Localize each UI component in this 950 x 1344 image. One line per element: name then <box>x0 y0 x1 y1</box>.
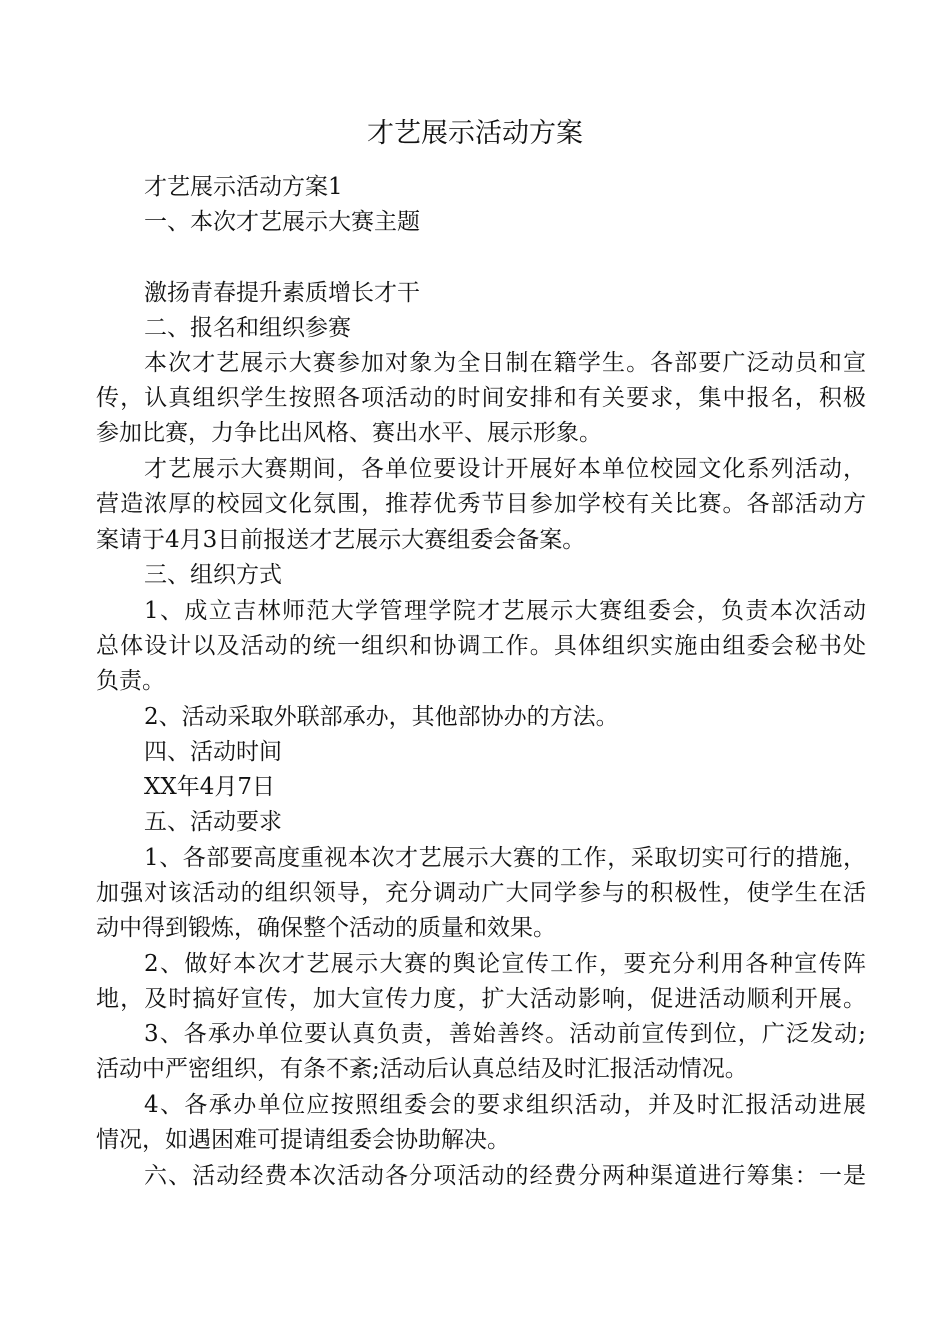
paragraph-line: 加强对该活动的组织领导，充分调动广大同学参与的积极性，使学生在活 <box>96 880 866 906</box>
paragraph-line: 负责。 <box>96 668 165 694</box>
paragraph-line: 2、活动采取外联部承办，其他部协办的方法。 <box>144 704 619 730</box>
document-title: 才艺展示活动方案 <box>367 118 583 149</box>
paragraph-line: 4、各承办单位应按照组委会的要求组织活动，并及时汇报活动进展 <box>144 1092 866 1118</box>
section-heading-3: 三、组织方式 <box>144 562 282 588</box>
paragraph-line: 地，及时搞好宣传，加大宣传力度，扩大活动影响，促进活动顺利开展。 <box>96 986 866 1012</box>
paragraph-line: 才艺展示大赛期间，各单位要设计开展好本单位校园文化系列活动， <box>144 456 866 482</box>
activity-date: XX年4月7日 <box>144 774 276 800</box>
section-heading-5: 五、活动要求 <box>144 809 282 835</box>
section-heading-1: 一、本次才艺展示大赛主题 <box>144 209 420 235</box>
paragraph-line: 参加比赛，力争比出风格、赛出水平、展示形象。 <box>96 420 602 446</box>
paragraph-line: 情况，如遇困难可提请组委会协助解决。 <box>96 1127 510 1153</box>
paragraph-line: 1、成立吉林师范大学管理学院才艺展示大赛组委会，负责本次活动 <box>144 598 866 624</box>
paragraph-line: 营造浓厚的校园文化氛围，推荐优秀节目参加学校有关比赛。各部活动方 <box>96 491 866 517</box>
subtitle: 才艺展示活动方案1 <box>144 174 343 200</box>
paragraph-line: 本次才艺展示大赛参加对象为全日制在籍学生。各部要广泛动员和宣 <box>144 350 866 376</box>
paragraph-line: 活动中严密组织，有条不紊;活动后认真总结及时汇报活动情况。 <box>96 1056 748 1082</box>
paragraph-line: 动中得到锻炼，确保整个活动的质量和效果。 <box>96 915 556 941</box>
section-heading-2: 二、报名和组织参赛 <box>144 315 351 341</box>
paragraph-line: 2、做好本次才艺展示大赛的舆论宣传工作，要充分利用各种宣传阵 <box>144 951 866 977</box>
paragraph-line: 案请于4月3日前报送才艺展示大赛组委会备案。 <box>96 527 586 553</box>
paragraph-line: 3、各承办单位要认真负责，善始善终。活动前宣传到位，广泛发动; <box>144 1021 866 1047</box>
section-heading-6: 六、活动经费本次活动各分项活动的经费分两种渠道进行筹集：一是 <box>144 1163 866 1189</box>
theme-text: 激扬青春提升素质增长才干 <box>144 280 420 306</box>
paragraph-line: 传，认真组织学生按照各项活动的时间安排和有关要求，集中报名，积极 <box>96 385 866 411</box>
paragraph-line: 总体设计以及活动的统一组织和协调工作。具体组织实施由组委会秘书处 <box>96 633 866 659</box>
paragraph-line: 1、各部要高度重视本次才艺展示大赛的工作，采取切实可行的措施， <box>144 845 866 871</box>
section-heading-4: 四、活动时间 <box>144 739 282 765</box>
